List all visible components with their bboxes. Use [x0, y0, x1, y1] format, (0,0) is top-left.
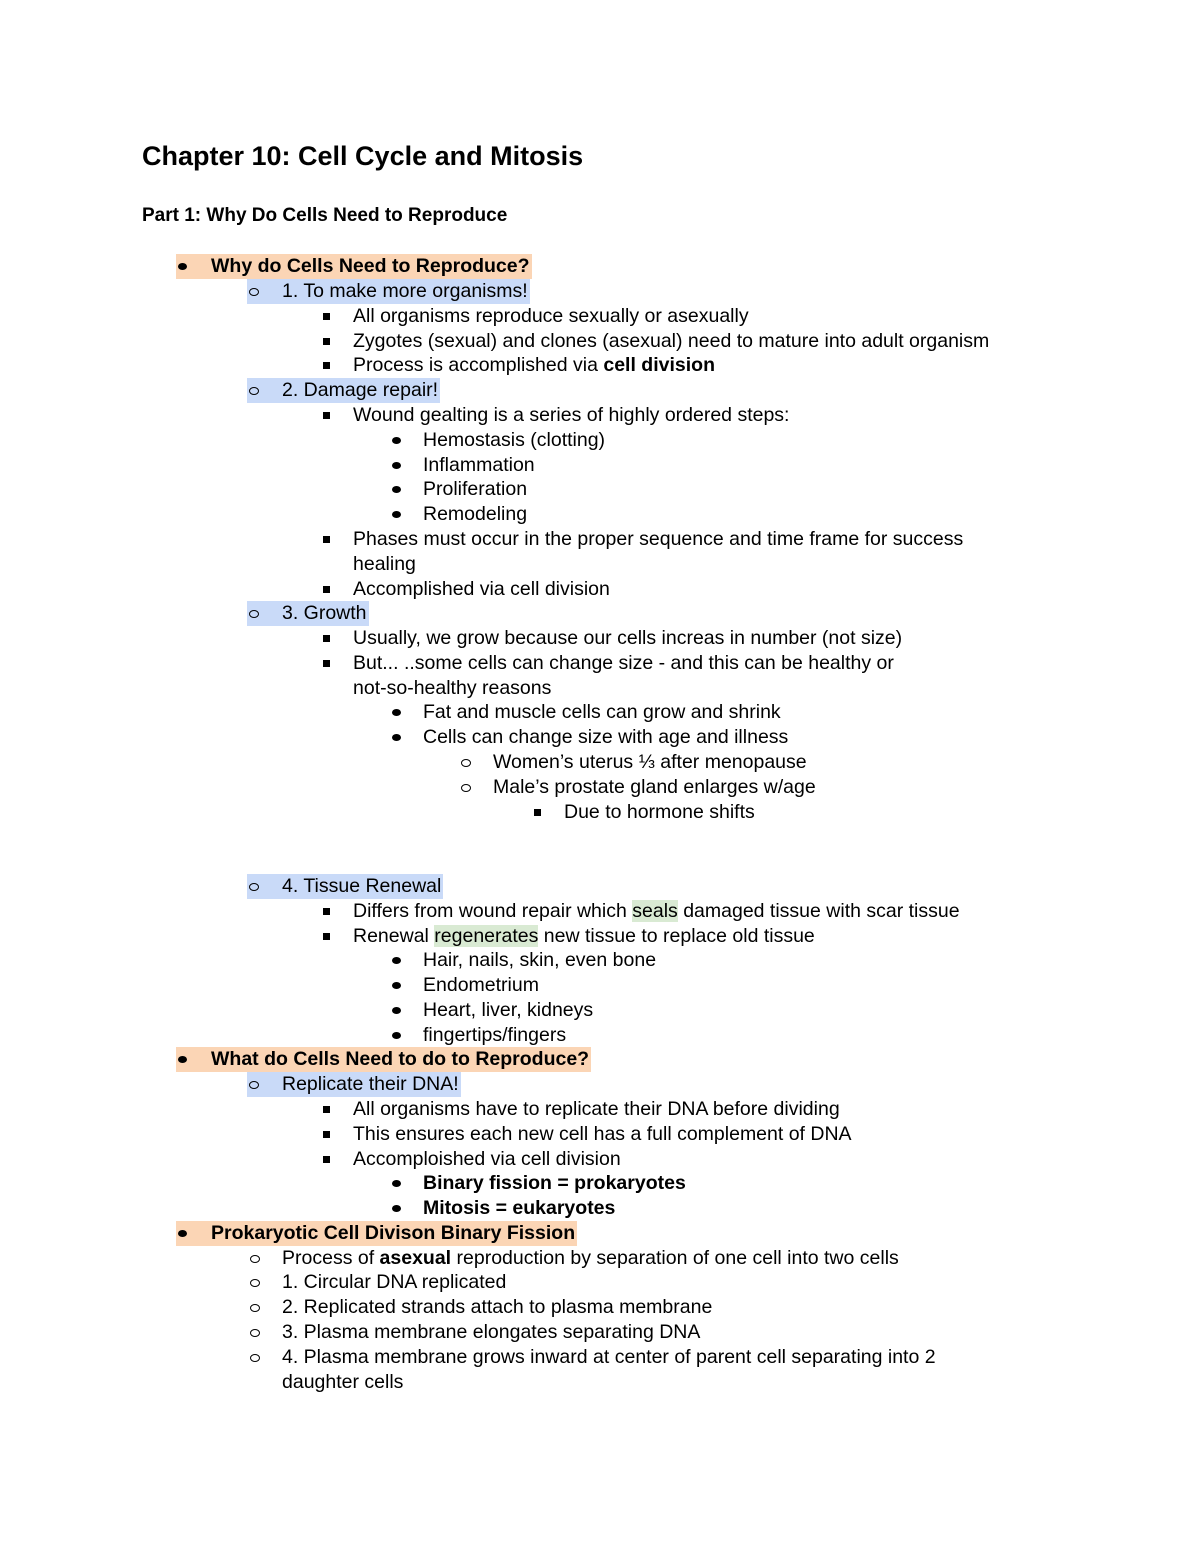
circle-bullet-icon	[458, 750, 474, 775]
square-bullet-icon	[318, 403, 334, 428]
circle-bullet-icon	[247, 1345, 263, 1370]
bullet-icon	[176, 1221, 214, 1246]
square-bullet-icon	[318, 1147, 334, 1172]
circle-bullet-icon	[247, 601, 285, 626]
section-heading: Part 1: Why Do Cells Need to Reproduce	[142, 205, 508, 226]
circle-bullet-icon	[458, 775, 474, 800]
circle-bullet-icon	[247, 1072, 285, 1097]
square-bullet-icon	[529, 800, 545, 825]
square-bullet-icon	[318, 527, 334, 552]
bullet-icon	[388, 948, 404, 973]
circle-bullet-icon	[247, 279, 285, 304]
bullet-icon	[388, 973, 404, 998]
bullet-icon	[388, 725, 404, 750]
square-bullet-icon	[318, 304, 334, 329]
square-bullet-icon	[318, 353, 334, 378]
bullet-icon	[388, 1171, 404, 1196]
bullet-icon	[176, 254, 214, 279]
bullet-icon	[388, 428, 404, 453]
square-bullet-icon	[318, 577, 334, 602]
circle-bullet-icon	[247, 1246, 263, 1271]
square-bullet-icon	[318, 1097, 334, 1122]
circle-bullet-icon	[247, 1295, 263, 1320]
circle-bullet-icon	[247, 874, 285, 899]
square-bullet-icon	[318, 329, 334, 354]
bullet-icon	[388, 700, 404, 725]
bullet-icon	[388, 1023, 404, 1048]
page-title: Chapter 10: Cell Cycle and Mitosis	[142, 141, 584, 171]
circle-bullet-icon	[247, 1320, 263, 1345]
bullet-icon	[388, 453, 404, 478]
bullet-icon	[388, 998, 404, 1023]
bullet-icon	[388, 477, 404, 502]
bullet-icon	[176, 1047, 214, 1072]
square-bullet-icon	[318, 626, 334, 651]
circle-bullet-icon	[247, 378, 285, 403]
bullet-icon	[388, 1196, 404, 1221]
bullet-icon	[388, 502, 404, 527]
document-page: Chapter 10: Cell Cycle and Mitosis Part 1: Why Do Cells Need to Reproduce Why do Cells Need to Reproduce? 1. To make more organisms! All organisms reproduce sexually or asexually Zygotes (sexual) and clones (asexual) need to mature into adult organism Process is accomplished via cell division 2. Damage repair! Wound gealting is a series of highly ordered steps: Hemostasis (clotting) Inflammation Proliferation Remodeling Phases must occur in the proper sequence and time frame for success healing Accomplished via cell division 3. Growth Usually, we grow because our cells increas in number (not size) But... ..some cells can change size - and this can be healthy or not-so-healthy reasons Fat and muscle cells can grow and shrink Cells can change size with age and illness Women’s uterus ⅓ after menopause Male’s prostate gland enlarges w/age Due to hormone shifts 4. Tissue Renewal Differs from wound repair which seals damaged tissue with scar tissue Renewal regenerates new tissue to replace old tissue Hair, nails, skin, even bone Endometrium Heart, liver, kidneys fingertips/fingers What do Cells Need to do to Reproduce? Replicate their DNA! All organisms have to replicate their DNA before dividing This ensures each new cell has a full complement of DNA Accomploished via cell division Binary fission = prokaryotes Mitosis = eukaryotes Prokaryotic Cell Divison Binary Fission Process of asexual reproduction by separation of one cell into two cells 1. Circular DNA replicated 2. Replicated strands attach to plasma membrane 3. Plasma membrane elongates separating DNA 4. Plasma membrane grows inward at center of parent cell separating into 2 daughter cells	[142, 141, 990, 1393]
square-bullet-icon	[318, 1122, 334, 1147]
square-bullet-icon	[318, 899, 334, 924]
square-bullet-icon	[318, 924, 334, 949]
square-bullet-icon	[318, 651, 334, 676]
circle-bullet-icon	[247, 1270, 263, 1295]
